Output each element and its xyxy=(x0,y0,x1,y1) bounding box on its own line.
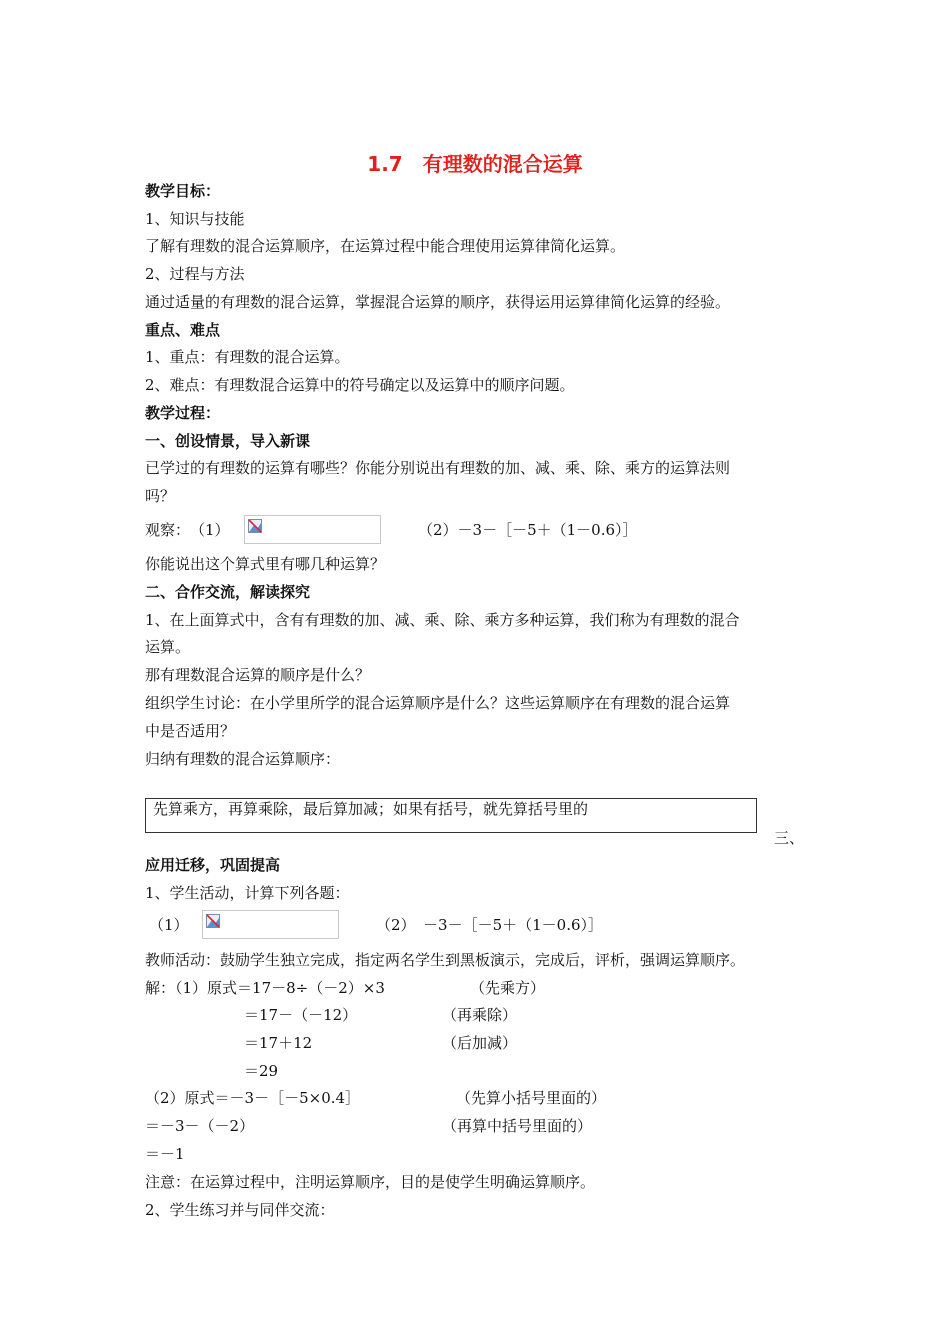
note-text: 注意：在运算过程中，注明运算顺序，目的是使学生明确运算顺序。 xyxy=(145,1173,596,1191)
section-2-paragraph-1: 1、在上面算式中，含有有理数的加、减、乘、除、乘方多种运算，我们称为有理数的混合 xyxy=(145,611,740,629)
broken-image-icon xyxy=(248,519,262,533)
section-2-paragraph-1-cont: 运算。 xyxy=(145,638,191,656)
goal-2-text: 通过适量的有理数的混合运算，掌握混合运算的顺序，获得运用运算律简化运算的经验。 xyxy=(145,293,731,311)
heading-goals: 教学目标： xyxy=(145,182,221,200)
section-2-heading: 二、合作交流，解读探究 xyxy=(145,583,311,601)
section-2-paragraph-3: 组织学生讨论：在小学里所学的混合运算顺序是什么？这些运算顺序在有理数的混合运算 xyxy=(145,694,731,712)
formula-image-placeholder-2 xyxy=(202,910,339,939)
section-3-prefix: 三、 xyxy=(774,829,805,847)
section-2-paragraph-2: 那有理数混合运算的顺序是什么？ xyxy=(145,666,371,684)
section-1-heading: 一、创设情景，导入新课 xyxy=(145,432,311,450)
heading-key-points: 重点、难点 xyxy=(145,321,221,339)
broken-image-icon xyxy=(206,914,220,928)
section-3-heading: 应用迁移，巩固提高 xyxy=(145,856,281,874)
rule-text: 先算乘方，再算乘除，最后算加减；如果有括号，就先算括号里的 xyxy=(153,800,589,818)
goal-2: 2、过程与方法 xyxy=(145,265,245,283)
section-1-question: 已学过的有理数的运算有哪些？你能分别说出有理数的加、减、乘、除、乘方的运算法则 xyxy=(145,459,731,477)
heading-process: 教学过程： xyxy=(145,404,221,422)
calc-expression-2: （2） －3－［－5＋（1－0.6）］ xyxy=(376,916,604,934)
solution-1-line-2: ＝17－（－12） xyxy=(244,1006,358,1024)
goal-1: 1、知识与技能 xyxy=(145,210,245,228)
solution-2-line-3: ＝－1 xyxy=(145,1145,185,1163)
formula-image-placeholder xyxy=(244,515,381,544)
observe-expression-2: （2）－3－［－5＋（1－0.6）］ xyxy=(418,521,638,539)
rule-box xyxy=(145,798,757,833)
section-2-paragraph-4: 归纳有理数的混合运算顺序： xyxy=(145,750,341,768)
solution-2-line-2: ＝－3－（－2） xyxy=(145,1117,255,1135)
solution-1-note-2: （再乘除） xyxy=(442,1006,518,1024)
section-2-paragraph-3-cont: 中是否适用？ xyxy=(145,722,236,740)
solution-1-line-1: 解：（1）原式＝17－8÷（－2）×3 xyxy=(145,979,385,997)
section-1-question-cont: 吗？ xyxy=(145,487,176,505)
solution-2-line-1: （2）原式＝－3－［－5×0.4］ xyxy=(145,1089,361,1107)
solution-2-note-1: （先算小括号里面的） xyxy=(456,1089,607,1107)
solution-2-note-2: （再算中括号里面的） xyxy=(442,1117,593,1135)
page-title: 1.7 有理数的混合运算 xyxy=(367,152,583,176)
solution-1-note-3: （后加减） xyxy=(442,1034,518,1052)
goal-1-text: 了解有理数的混合运算顺序，在运算过程中能合理使用运算律简化运算。 xyxy=(145,237,626,255)
observe-label: 观察： （1） xyxy=(145,521,230,539)
section-3-paragraph-1: 1、学生活动，计算下列各题： xyxy=(145,884,350,902)
solution-1-note-1: （先乘方） xyxy=(470,979,546,997)
section-3-paragraph-2: 2、学生练习并与同伴交流： xyxy=(145,1201,335,1219)
teacher-activity: 教师活动：鼓励学生独立完成，指定两名学生到黑板演示，完成后，评析，强调运算顺序。 xyxy=(145,951,746,969)
key-point-1: 1、重点：有理数的混合运算。 xyxy=(145,348,350,366)
calc-label-1: （1） xyxy=(149,916,189,934)
section-1-question-2: 你能说出这个算式里有哪几种运算？ xyxy=(145,555,386,573)
key-point-2: 2、难点：有理数混合运算中的符号确定以及运算中的顺序问题。 xyxy=(145,376,575,394)
solution-1-line-4: ＝29 xyxy=(244,1062,279,1080)
solution-1-line-3: ＝17＋12 xyxy=(244,1034,313,1052)
